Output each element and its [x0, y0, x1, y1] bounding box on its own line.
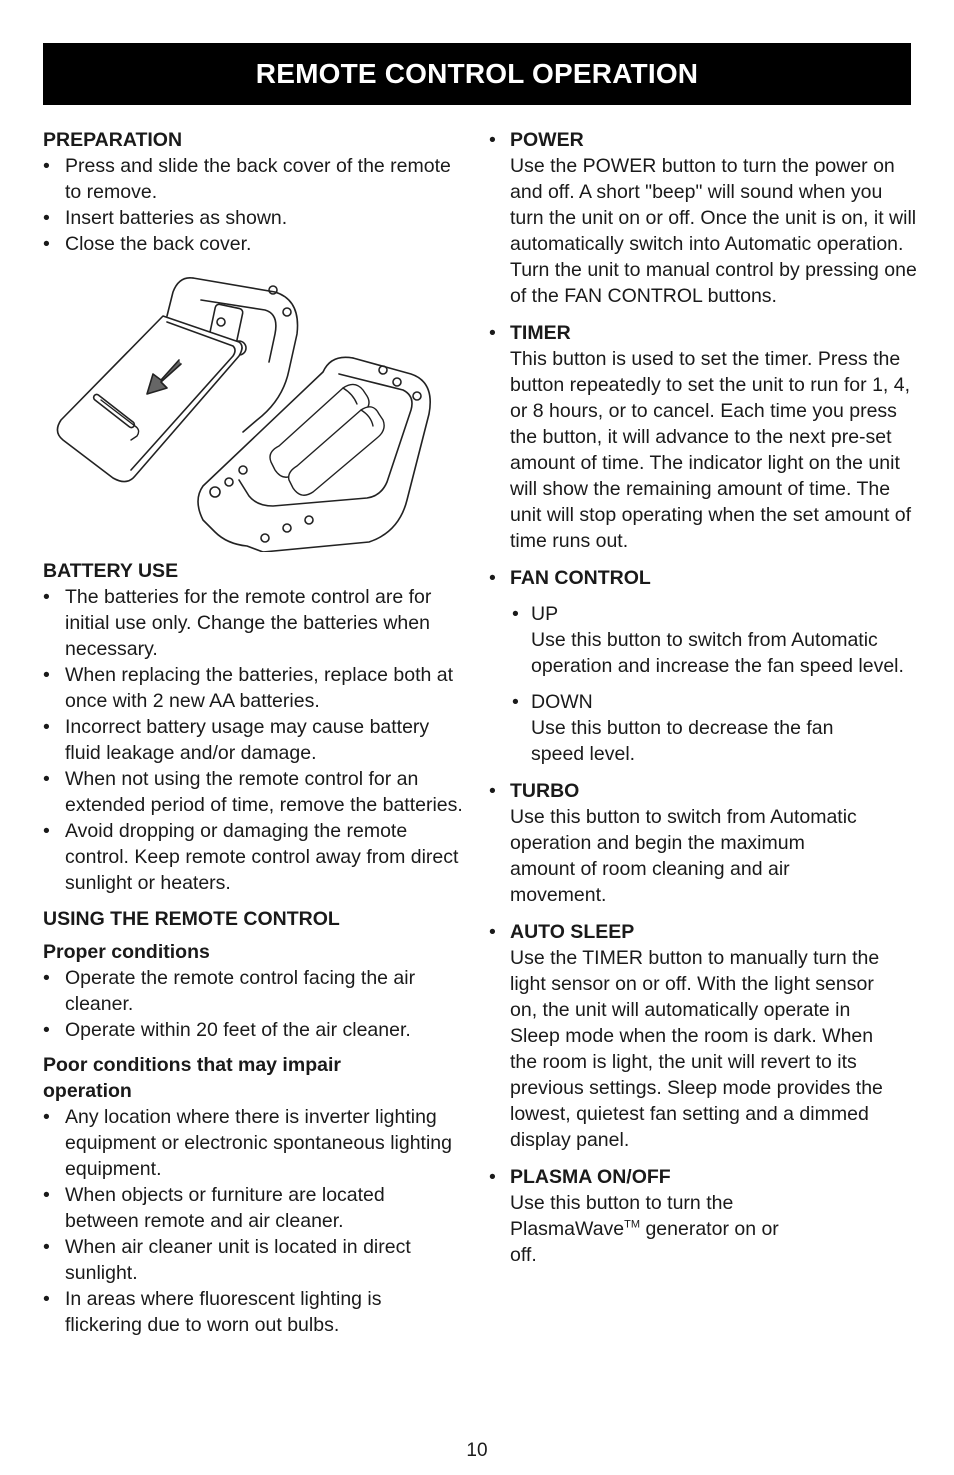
poor-conditions-list: [43, 1104, 463, 1338]
using-remote-heading: USING THE REMOTE CONTROL: [43, 908, 340, 930]
list-item: • The batteries for the remote control are for initial use only. Change the batteries when necessary.: [43, 584, 463, 662]
turbo-heading: TURBO: [510, 780, 580, 802]
fan-down-subsection: • DOWN Use this button to decrease the fan speed level.: [510, 689, 917, 767]
battery-use-heading: BATTERY USE: [43, 560, 179, 582]
timer-section: • TIMER This button is used to set the timer. Press the button repeatedly to set the unit to run for 1, 4, or 8 hours, or to cancel. Each time you press the button, it will advance to the next pre-set amount of time. The indicator light on the unit will show the remaining amount of time. The unit will stop operating when the set amount of time runs out.: [487, 320, 917, 554]
preparation-list: [43, 153, 463, 257]
list-item: • When replacing the batteries, replace both at once with 2 new AA batteries.: [43, 662, 463, 714]
fan-down-label: DOWN: [531, 691, 593, 713]
turbo-description: Use this button to switch from Automatic operation and begin the maximum amount of room cleaning and air movement.: [510, 806, 857, 906]
auto-sleep-heading: AUTO SLEEP: [510, 921, 635, 943]
plasma-text-after: generator on or off.: [510, 1218, 779, 1266]
turbo-section: • TURBO Use this button to switch from Automatic operation and begin the maximum amount of room cleaning and air movement.: [487, 778, 917, 908]
proper-conditions-heading: Proper conditions: [43, 941, 210, 963]
list-item: • Insert batteries as shown.: [43, 205, 463, 231]
plasma-description: [510, 1190, 780, 1268]
power-description: Use the POWER button to turn the power on and off. A short "beep" will sound when you turn the unit on or off. Once the unit is on, it will automatically switch into Automatic operation. Turn the unit to manual control by pressing one of the FAN CONTROL buttons.: [510, 155, 917, 307]
list-item: • Press and slide the back cover of the remote to remove.: [43, 153, 463, 205]
auto-sleep-section: • AUTO SLEEP Use the TIMER button to manually turn the light sensor on or off. With the light sensor on, the unit will automatically operate in Sleep mode when the room is dark. When the room is light, the unit will revert to its previous settings. Sleep mode provides the lowest, quietest fan setting and a dimmed display panel.: [487, 919, 917, 1153]
timer-description: This button is used to set the timer. Press the button repeatedly to set the unit to run for 1, 4, or 8 hours, or to cancel. Each time you press the button, it will advance to the next pre-set amount of time. The indicator light on the unit will show the remaining amount of time. The unit will stop operating when the set amount of time runs out.: [510, 348, 912, 552]
fan-up-description: Use this button to switch from Automatic operation and increase the fan speed level.: [531, 629, 904, 677]
page-header: [43, 43, 911, 105]
remote-battery-illustration: [43, 270, 463, 552]
list-item: • Any location where there is inverter lighting equipment or electronic spontaneous lighting equipment.: [43, 1104, 463, 1182]
list-item: • Operate the remote control facing the air cleaner.: [43, 965, 463, 1017]
list-item: • Incorrect battery usage may cause battery fluid leakage and/or damage.: [43, 714, 463, 766]
right-column: [487, 127, 917, 1279]
list-item: • In areas where fluorescent lighting is flickering due to worn out bulbs.: [43, 1286, 463, 1338]
left-column: [43, 127, 463, 1338]
plasma-section: • PLASMA ON/OFF Use this button to turn the PlasmaWave™ generator on or off.: [487, 1164, 917, 1268]
battery-use-list: [43, 584, 463, 896]
list-item: • Close the back cover.: [43, 231, 463, 257]
fan-control-section: • FAN CONTROL • UP Use this button to switch from Automatic operation and increase the fan speed level. • DOWN Use this button to decrease the fan speed level.: [487, 565, 917, 767]
page-title: REMOTE CONTROL OPERATION: [255, 58, 699, 89]
list-item: • Avoid dropping or damaging the remote control. Keep remote control away from direct sunlight or heaters.: [43, 818, 463, 896]
list-item: • When not using the remote control for an extended period of time, remove the batteries.: [43, 766, 463, 818]
poor-conditions-heading: Poor conditions that may impair operation: [43, 1054, 341, 1102]
fan-control-heading: FAN CONTROL: [510, 567, 651, 589]
trademark-mark: TM: [624, 1218, 641, 1231]
fan-up-subsection: • UP Use this button to switch from Automatic operation and increase the fan speed level.: [510, 601, 917, 679]
list-item: • Operate within 20 feet of the air cleaner.: [43, 1017, 463, 1043]
plasma-text-before: Use this button to turn the PlasmaWave: [510, 1192, 734, 1240]
fan-up-label: UP: [531, 603, 559, 625]
fan-down-description: Use this button to decrease the fan speed level.: [531, 717, 834, 765]
power-heading: POWER: [510, 129, 584, 151]
page-number: 10: [466, 1440, 488, 1461]
proper-conditions-list: [43, 965, 463, 1043]
timer-heading: TIMER: [510, 322, 571, 344]
list-item: • When air cleaner unit is located in direct sunlight.: [43, 1234, 463, 1286]
preparation-heading: PREPARATION: [43, 129, 183, 151]
list-item: • When objects or furniture are located between remote and air cleaner.: [43, 1182, 463, 1234]
power-section: • POWER Use the POWER button to turn the power on and off. A short "beep" will sound when you turn the unit on or off. Once the unit is on, it will automatically switch into Automatic operation. Turn the unit to manual control by pressing one of the FAN CONTROL buttons.: [489, 129, 917, 307]
plasma-heading: PLASMA ON/OFF: [510, 1166, 671, 1188]
auto-sleep-description: Use the TIMER button to manually turn the light sensor on or off. With the light sensor on, the unit will automatically operate in Sleep mode when the room is dark. When the room is light, the unit will revert to its previous settings. Sleep mode provides the lowest, quietest fan setting and a dimmed display panel.: [510, 947, 883, 1151]
